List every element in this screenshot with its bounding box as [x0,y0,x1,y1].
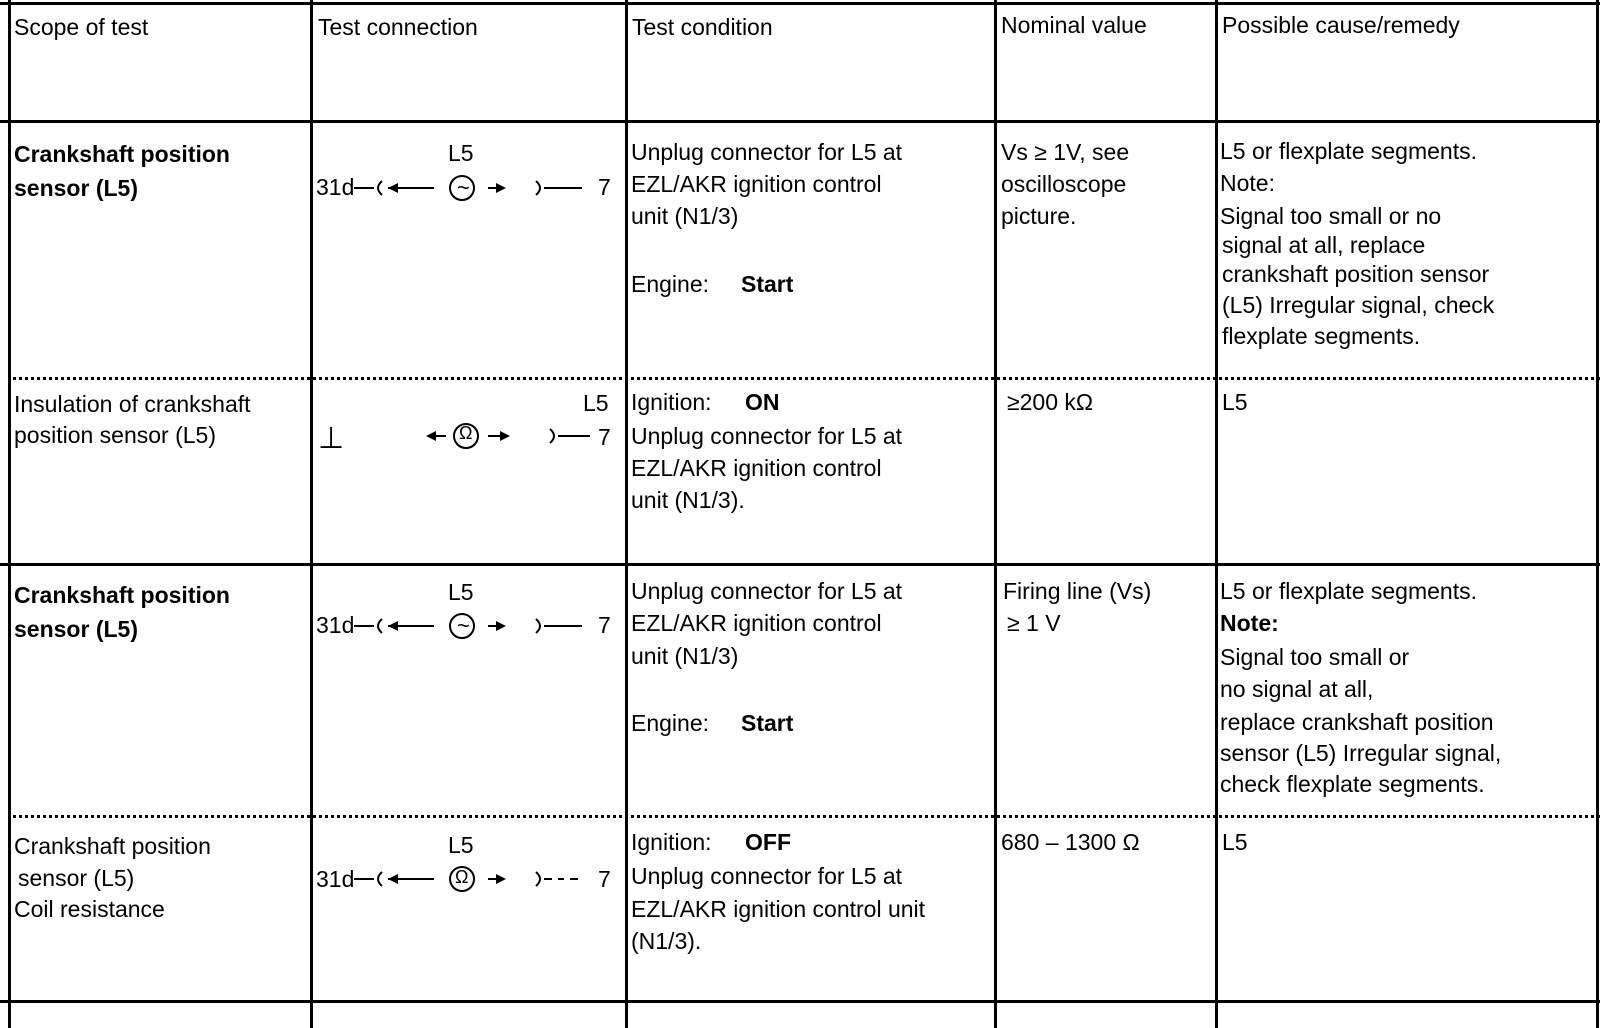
row2-scope-line2: position sensor (L5) [14,422,216,448]
row4-scope-line1: Crankshaft position [14,833,211,859]
row3-remedy-line4: no signal at all, [1220,676,1374,702]
row3-condition-line2: EZL/AKR ignition control [631,610,882,636]
row1-remedy-line6: (L5) Irregular signal, check [1222,292,1495,318]
row4-condition-line2: EZL/AKR ignition control unit [631,896,926,922]
row2-meter-symbol: Ω [459,423,473,443]
row3-remedy-line7: check flexplate segments. [1220,771,1485,797]
row1-conn-left: 31d [316,174,355,200]
table-border-top [0,2,1600,5]
row3-remedy-note: Note: [1220,610,1279,636]
header-condition: Test condition [632,14,773,40]
row3-remedy-line1: L5 or flexplate segments. [1220,578,1477,604]
row2-scope-line1: Insulation of crankshaft [14,391,251,417]
row1-remedy-line7: flexplate segments. [1222,323,1421,349]
row2-ignition-label: Ignition: [631,389,712,415]
row3-conn-label: L5 [448,579,474,605]
row4-conn-right: 7 [598,866,611,892]
row4-connection-diagram [352,859,602,899]
row-divider-dotted-1 [8,377,1600,380]
row2-conn-ground: ⊥ [318,422,345,455]
row3-conn-left: 31d [316,612,355,638]
row2-condition-line3: unit (N1/3). [631,487,745,513]
row3-remedy-line6: sensor (L5) Irregular signal, [1220,740,1502,766]
row3-connection-diagram [352,606,602,646]
column-divider-2 [625,0,628,1028]
row4-condition-line3: (N1/3). [631,928,702,954]
header-remedy: Possible cause/remedy [1222,12,1460,38]
table-border-left [8,0,11,1028]
row2-conn-right: 7 [598,424,611,450]
row1-nominal-line2: oscilloscope [1001,171,1127,197]
row3-remedy-line5: replace crankshaft position [1220,709,1494,735]
row3-remedy-line3: Signal too small or [1220,644,1410,670]
row1-remedy-line1: L5 or flexplate segments. [1220,138,1477,164]
row3-scope: Crankshaft position sensor (L5) [14,582,230,642]
row3-condition-line1: Unplug connector for L5 at [631,578,903,604]
row1-connection-diagram [352,168,602,208]
row2-condition-line2: EZL/AKR ignition control [631,455,882,481]
column-divider-4 [1215,0,1218,1028]
row1-remedy-line2: Note: [1220,170,1275,196]
row4-conn-label: L5 [448,832,474,858]
table-border-bottom [0,1000,1600,1003]
row4-ignition-value: OFF [745,829,791,855]
row1-meter-symbol: ~ [457,175,470,200]
row4-condition-line1: Unplug connector for L5 at [631,863,903,889]
row3-nominal-line2: ≥ 1 V [1007,610,1061,636]
row1-conn-label: L5 [448,140,474,166]
row4-nominal: 680 – 1300 Ω [1001,829,1140,855]
column-divider-3 [994,0,997,1028]
row3-engine-value: Start [741,710,794,736]
row1-engine-value: Start [741,271,794,297]
row4-meter-symbol: Ω [455,867,469,887]
header-scope: Scope of test [14,14,149,40]
table-border-right [1596,0,1599,1028]
row2-nominal: ≥200 kΩ [1007,389,1094,415]
row1-remedy-line5: crankshaft position sensor [1222,261,1490,287]
row1-nominal-line3: picture. [1001,203,1077,229]
row1-conn-right: 7 [598,174,611,200]
row2-connection-diagram [420,416,620,456]
header-nominal: Nominal value [1001,12,1147,38]
row4-scope-line3: Coil resistance [14,896,165,922]
row1-engine-label: Engine: [631,271,710,297]
row3-engine-label: Engine: [631,710,710,736]
row4-scope-line2: sensor (L5) [18,865,135,891]
row3-conn-right: 7 [598,612,611,638]
row3-condition-line3: unit (N1/3) [631,643,739,669]
column-divider-1 [310,0,313,1028]
header-connection: Test connection [318,14,478,40]
row2-condition-line1: Unplug connector for L5 at [631,423,903,449]
row1-condition-line3: unit (N1/3) [631,203,739,229]
row-divider-solid [0,563,1600,566]
header-divider [0,120,1600,123]
row1-remedy-line3: Signal too small or no [1220,203,1442,229]
row4-remedy: L5 [1222,829,1248,855]
row4-conn-left: 31d [316,866,355,892]
row3-meter-symbol: ~ [457,613,470,638]
row3-nominal-line1: Firing line (Vs) [1003,578,1152,604]
row4-ignition-label: Ignition: [631,829,712,855]
row1-condition-line2: EZL/AKR ignition control [631,171,882,197]
row1-scope: Crankshaft position sensor (L5) [14,141,230,201]
row2-ignition-value: ON [745,389,780,415]
row1-nominal-line1: Vs ≥ 1V, see [1001,139,1130,165]
row2-remedy: L5 [1222,389,1248,415]
row1-condition-line1: Unplug connector for L5 at [631,139,903,165]
row2-conn-label: L5 [583,390,609,416]
row-divider-dotted-2 [8,815,1600,818]
row1-remedy-line4: signal at all, replace [1222,232,1426,258]
